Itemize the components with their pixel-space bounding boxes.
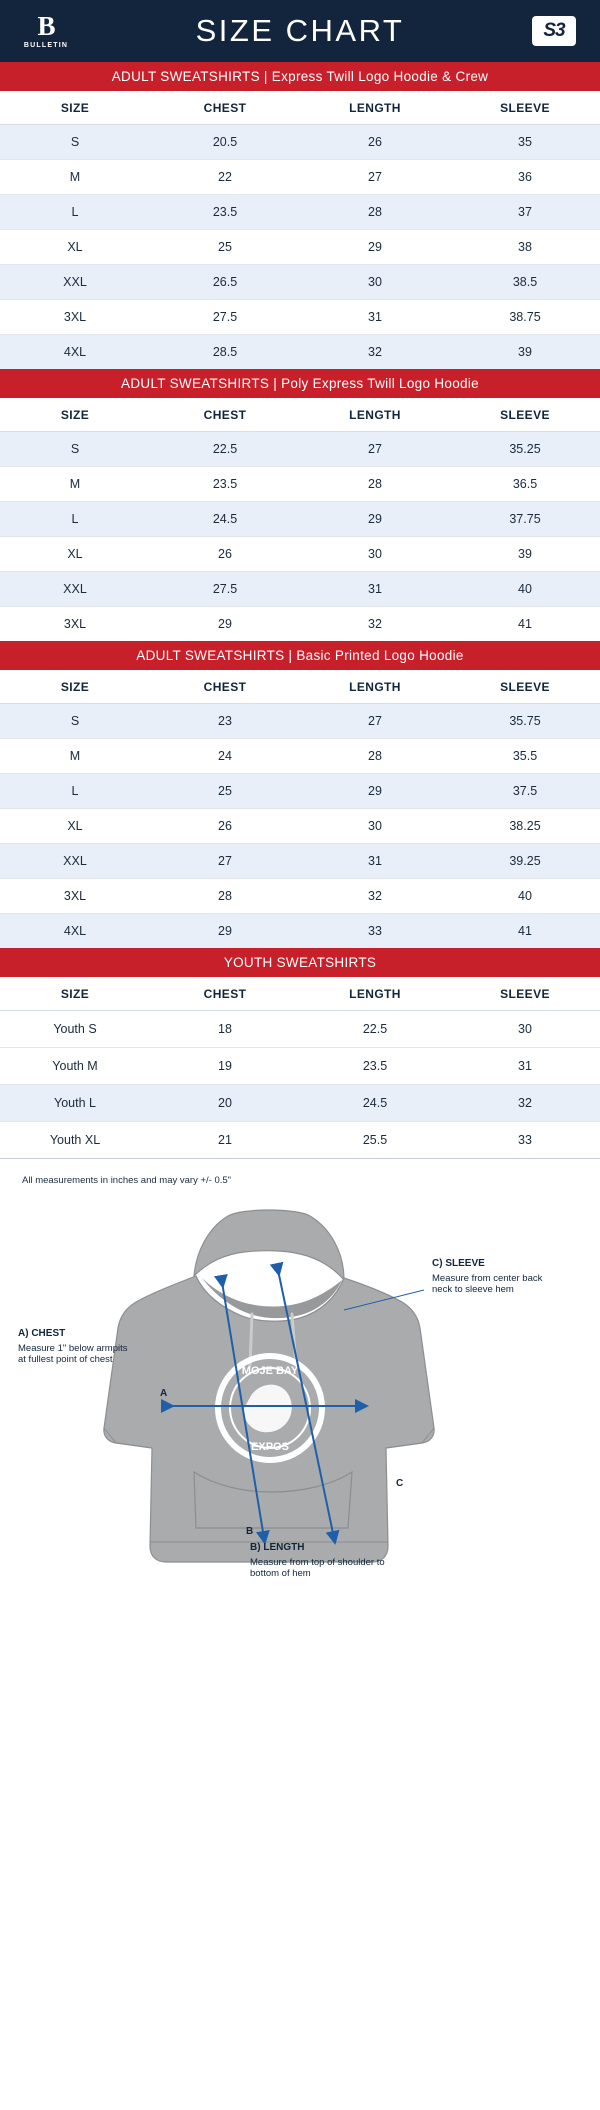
cell-sleeve: 30 [450,1011,600,1048]
cell-length: 27 [300,160,450,195]
table-header-row [0,91,600,125]
cell-size: XXL [0,844,150,879]
cell-length: 28 [300,467,450,502]
column-header-size: SIZE [0,91,150,125]
column-header-length: LENGTH [300,977,450,1011]
cell-sleeve: 33 [518,1133,532,1147]
cell-size: Youth S [0,1011,150,1048]
s3-badge-text: S3 [532,16,576,46]
table-row [0,1085,600,1122]
column-header-sleeve: SLEEVE [450,670,600,704]
annotation-chest-text: Measure 1" below armpits at fullest point of chest [18,1342,128,1366]
cell-sleeve: 38.25 [450,809,600,844]
cell-chest: 25 [150,774,300,809]
cell-length: 26 [300,125,450,160]
section-banner-2: ADULT SWEATSHIRTS | Poly Express Twill Logo Hoodie [0,369,600,398]
cell-chest: 23.5 [150,195,300,230]
cell-length: 29 [300,502,450,537]
table-row [0,739,600,774]
column-header-sleeve: SLEEVE [450,398,600,432]
size-table-3 [0,670,600,948]
column-header-chest: CHEST [150,977,300,1011]
cell-chest: 18 [150,1011,300,1048]
cell-length: 25.5 [362,1133,388,1147]
cell-chest: 20.5 [150,125,300,160]
cell-length: 28 [300,739,450,774]
table-header-row [0,977,600,1011]
cell-chest: 26 [150,809,300,844]
cell-length: 30 [300,537,450,572]
column-header-size: SIZE [0,670,150,704]
section-banner-4: YOUTH SWEATSHIRTS [0,948,600,977]
table-row [0,1048,600,1085]
cell-length: 24.5 [300,1085,450,1122]
cell-size: XXL [0,265,150,300]
annotation-chest [18,1328,128,1366]
table-row [0,432,600,467]
column-header-sleeve: SLEEVE [450,91,600,125]
table-row [0,1011,600,1048]
bulletin-logo [14,13,78,49]
measurement-guide [0,1159,600,1630]
cell-size: Youth L [0,1085,150,1122]
cell-size: L [0,195,150,230]
cell-size: M [0,467,150,502]
cell-chest: 29 [150,914,300,949]
table-row [0,572,600,607]
cell-chest: 27.5 [150,300,300,335]
table-row [0,160,600,195]
annotation-sleeve-title: C) SLEEVE [432,1258,485,1269]
bulletin-b-icon: B [37,11,55,41]
cell-size: XL [0,809,150,844]
table-row [0,914,600,949]
cell-sleeve: 35.5 [450,739,600,774]
size-table-4 [0,977,600,1158]
cell-size: 3XL [0,300,150,335]
cell-sleeve: 40 [450,879,600,914]
cell-sleeve: 38.75 [450,300,600,335]
cell-chest: 20 [150,1085,300,1122]
cell-chest: 28 [150,879,300,914]
size-table-1 [0,91,600,369]
cell-size: 3XL [0,879,150,914]
cell-sleeve: 41 [518,617,532,631]
cell-chest: 27 [150,844,300,879]
cell-sleeve: 32 [450,1085,600,1122]
cell-chest: 26 [150,537,300,572]
table-row [0,809,600,844]
cell-size: L [0,502,150,537]
table-row [0,125,600,160]
table-row [0,879,600,914]
cell-size: S [0,432,150,467]
section-banner-1: ADULT SWEATSHIRTS | Express Twill Logo Hoodie & Crew [0,62,600,91]
cell-sleeve: 36.5 [450,467,600,502]
cell-length: 30 [300,265,450,300]
chest-letter-marker: A [160,1388,168,1399]
cell-sleeve: 39.25 [450,844,600,879]
cell-size: S [0,704,150,739]
cell-length: 29 [300,230,450,265]
cell-length: 31 [300,844,450,879]
column-header-length: LENGTH [300,670,450,704]
cell-length: 31 [300,300,450,335]
cell-sleeve: 37.5 [450,774,600,809]
cell-sleeve: 38.5 [450,265,600,300]
cell-sleeve: 35 [450,125,600,160]
cell-length: 30 [300,809,450,844]
table-row [0,1122,600,1159]
table-row [0,195,600,230]
cell-sleeve: 39 [450,537,600,572]
cell-sleeve: 31 [450,1048,600,1085]
column-header-length: LENGTH [300,91,450,125]
cell-sleeve: 40 [450,572,600,607]
table-row [0,265,600,300]
cell-length: 32 [300,879,450,914]
cell-chest: 24 [150,739,300,774]
cell-length: 32 [368,617,382,631]
cell-length: 31 [300,572,450,607]
cell-size: 4XL [0,914,150,949]
cell-chest: 23 [150,704,300,739]
sleeve-letter-marker: C [396,1478,404,1489]
cell-chest: 28.5 [150,335,300,370]
page-header [0,0,600,62]
cell-chest: 23.5 [150,467,300,502]
cell-sleeve: 41 [450,914,600,949]
cell-chest: 21 [218,1133,232,1147]
cell-size: L [0,774,150,809]
column-header-chest: CHEST [150,670,300,704]
cell-size: S [0,125,150,160]
cell-length: 33 [300,914,450,949]
cell-sleeve: 39 [450,335,600,370]
annotation-length [250,1542,390,1580]
column-header-chest: CHEST [150,91,300,125]
cell-sleeve: 35.75 [450,704,600,739]
cell-chest: 22 [150,160,300,195]
table-header-row [0,398,600,432]
cell-length: 22.5 [300,1011,450,1048]
cell-sleeve: 37.75 [450,502,600,537]
cell-size: XL [0,537,150,572]
length-letter-marker: B [246,1526,254,1537]
cell-sleeve: 36 [450,160,600,195]
cell-length: 27 [300,704,450,739]
cell-chest: 22.5 [150,432,300,467]
cell-length: 32 [300,335,450,370]
s3-logo [522,16,586,46]
bulletin-wordmark: BULLETIN [23,42,69,49]
annotation-sleeve [432,1258,562,1296]
annotation-length-text: Measure from top of shoulder to bottom of hem [250,1556,385,1580]
table-row [0,704,600,739]
table-header-row [0,670,600,704]
measurement-note: All measurements in inches and may vary +/- 0.5" [22,1175,232,1186]
column-header-length: LENGTH [300,398,450,432]
cell-chest: 29 [218,617,232,631]
column-header-size: SIZE [0,398,150,432]
cell-chest: 24.5 [150,502,300,537]
svg-text:EXPOS: EXPOS [251,1441,289,1453]
table-row [0,335,600,370]
table-row [0,300,600,335]
size-table-2 [0,398,600,641]
svg-text:MOJE BAY: MOJE BAY [241,1365,299,1377]
cell-size: XL [0,230,150,265]
cell-chest: 26.5 [150,265,300,300]
cell-sleeve: 35.25 [450,432,600,467]
column-header-sleeve: SLEEVE [450,977,600,1011]
table-row [0,607,600,642]
cell-size: XXL [0,572,150,607]
cell-size: 4XL [0,335,150,370]
table-row [0,844,600,879]
cell-chest: 25 [150,230,300,265]
cell-length: 27 [300,432,450,467]
column-header-chest: CHEST [150,398,300,432]
cell-length: 29 [300,774,450,809]
cell-size: Youth XL [49,1133,101,1147]
cell-size: M [0,160,150,195]
section-banner-3: ADULT SWEATSHIRTS | Basic Printed Logo Hoodie [0,641,600,670]
annotation-length-title: B) LENGTH [250,1542,305,1553]
table-row [0,774,600,809]
hoodie-diagram [0,1190,600,1620]
table-row [0,467,600,502]
cell-sleeve: 38 [450,230,600,265]
cell-chest: 27.5 [150,572,300,607]
cell-length: 23.5 [300,1048,450,1085]
table-row [0,537,600,572]
cell-chest: 19 [150,1048,300,1085]
cell-sleeve: 37 [450,195,600,230]
table-row [0,230,600,265]
column-header-size: SIZE [0,977,150,1011]
cell-length: 28 [300,195,450,230]
table-row [0,502,600,537]
cell-size: 3XL [63,617,87,631]
cell-size: Youth M [0,1048,150,1085]
annotation-chest-title: A) CHEST [18,1328,66,1339]
page-title: SIZE CHART [195,13,405,48]
cell-size: M [0,739,150,774]
annotation-sleeve-text: Measure from center back neck to sleeve hem [432,1272,543,1296]
